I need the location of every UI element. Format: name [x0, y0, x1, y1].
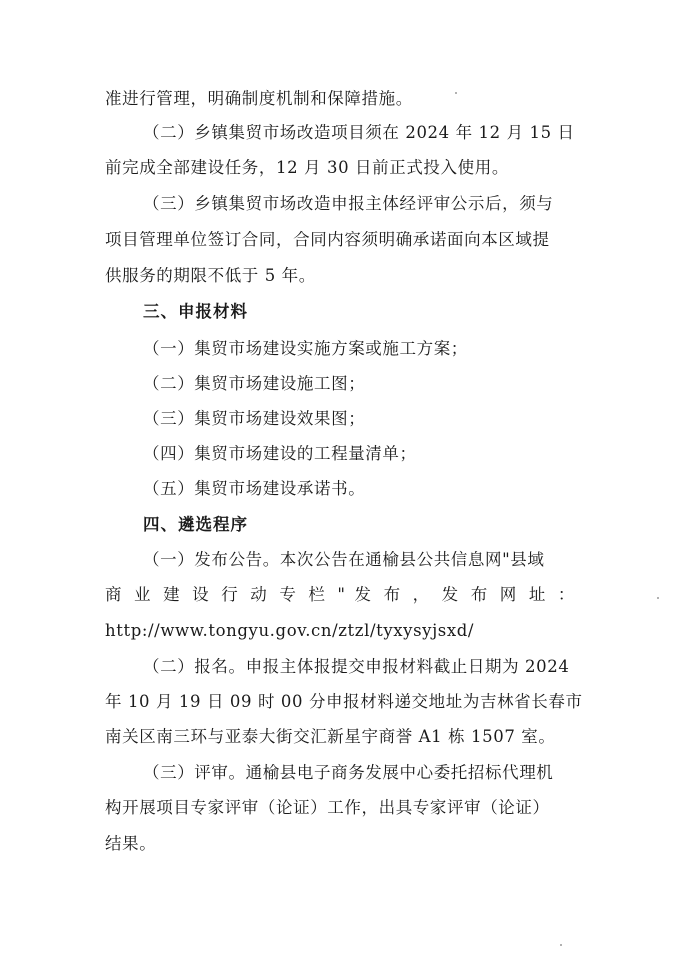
paragraph-line: （三）评审。通榆县电子商务发展中心委托招标代理机 — [143, 763, 554, 782]
section-heading: 四、遴选程序 — [143, 515, 248, 534]
paragraph-line: （三）乡镇集贸市场改造申报主体经评审公示后，须与 — [143, 194, 554, 213]
paragraph-line: （二）乡镇集贸市场改造项目须在 2024 年 12 月 15 日 — [143, 123, 575, 142]
paragraph-line: 供服务的期限不低于 5 年。 — [105, 266, 316, 285]
url-text: http://www.tongyu.gov.cn/ztzl/tyxysyjsxd/ — [105, 621, 475, 640]
list-item: （三）集贸市场建设效果图； — [143, 409, 366, 428]
paragraph-line: 前完成全部建设任务，12 月 30 日前正式投入使用。 — [105, 158, 509, 177]
scan-speck — [560, 944, 562, 946]
list-item: （一）集贸市场建设实施方案或施工方案； — [143, 339, 468, 358]
list-item: （二）集贸市场建设施工图； — [143, 374, 366, 393]
paragraph-line: 准进行管理，明确制度机制和保障措施。 — [105, 89, 413, 108]
paragraph-line: （二）报名。申报主体报提交申报材料截止日期为 2024 — [143, 657, 570, 676]
list-item: （四）集贸市场建设的工程量清单； — [143, 444, 417, 463]
section-heading: 三、申报材料 — [143, 302, 248, 321]
paragraph-line: 商 业 建 设 行 动 专 栏 " 发 布 ， 发 布 网 址 ： — [105, 585, 575, 604]
paragraph-line: 年 10 月 19 日 09 时 00 分申报材料递交地址为吉林省长春市 — [105, 692, 583, 711]
scan-speck — [657, 597, 659, 599]
scan-speck — [455, 92, 457, 94]
paragraph-line: 南关区南三环与亚泰大街交汇新星宇商誉 A1 栋 1507 室。 — [105, 727, 556, 746]
paragraph-line: 项目管理单位签订合同，合同内容须明确承诺面向本区域提 — [105, 230, 550, 249]
paragraph-line: （一）发布公告。本次公告在通榆县公共信息网"县域 — [143, 550, 545, 569]
paragraph-line: 结果。 — [105, 834, 157, 853]
paragraph-line: 构开展项目专家评审（论证）工作，出具专家评审（论证） — [105, 798, 550, 817]
list-item: （五）集贸市场建设承诺书。 — [143, 479, 366, 498]
